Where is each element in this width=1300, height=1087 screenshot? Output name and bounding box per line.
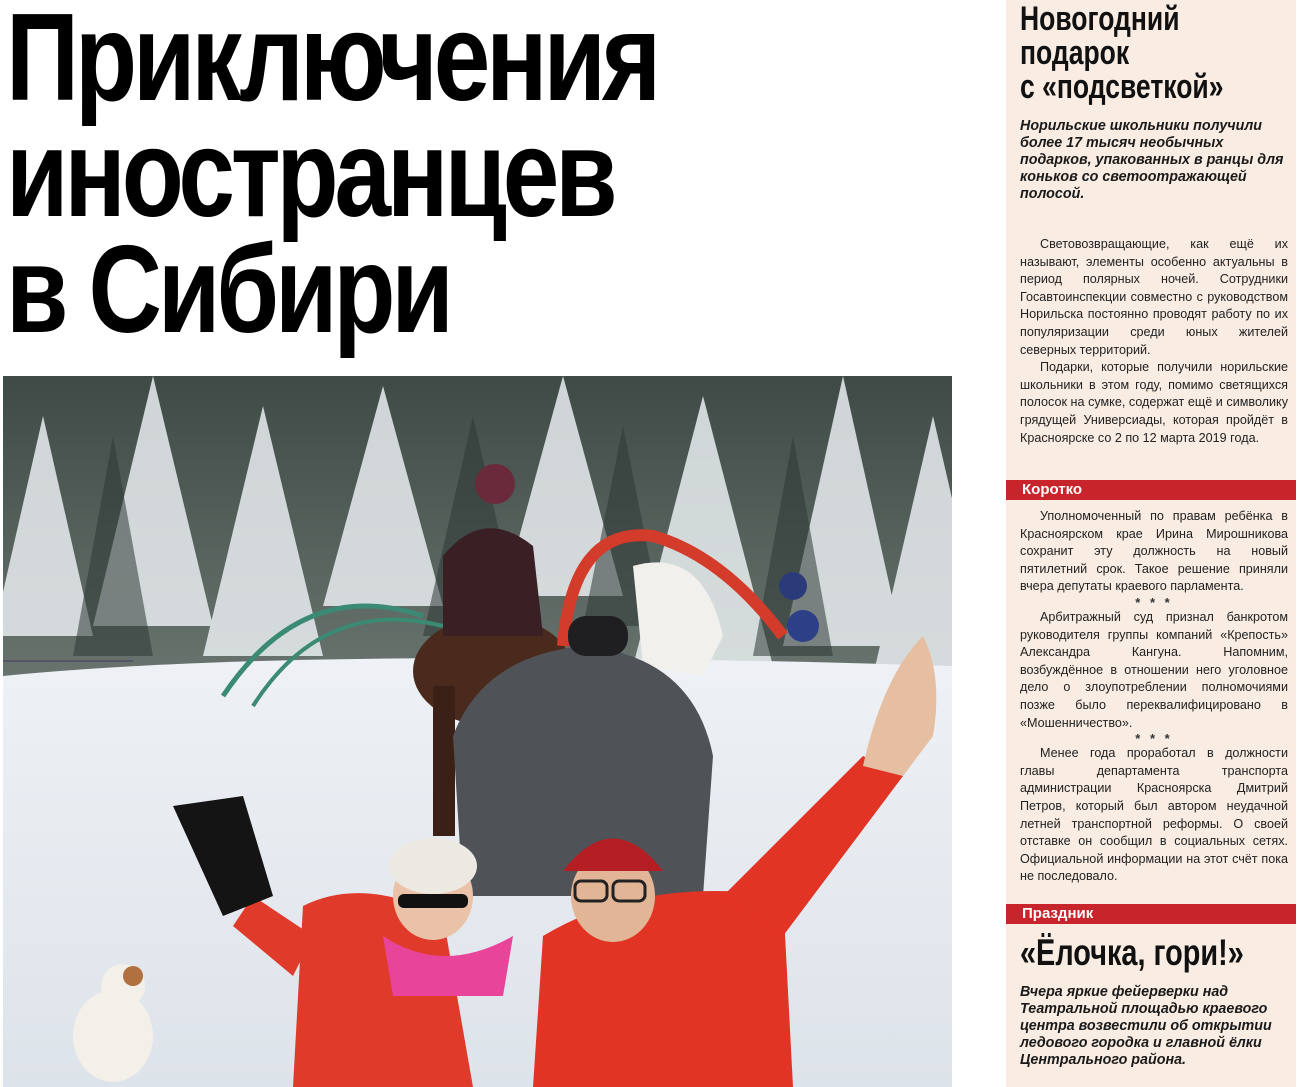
sleigh-ride-photo — [3, 376, 952, 1087]
rubric-briefs: Коротко — [1006, 480, 1296, 500]
main-headline — [6, 0, 818, 359]
headline-line-2: иностранцев — [6, 105, 614, 243]
brief-separator: * * * — [1135, 731, 1173, 747]
article-body-gift — [1020, 236, 1288, 447]
brief-item: Арбитражный суд признал банкротом руководителя группы компаний «Крепость» Александра Кангуна. Напомним, возбуждённое в отношении него уголовное дело о злоупотреблении полномочиями позже было переквалифицировано в «Мошенничество». — [1020, 609, 1288, 730]
rubric-holiday: Праздник — [1006, 904, 1296, 924]
article-title-tree: «Ёлочка, гори!» — [1020, 932, 1244, 973]
article-paragraph: Световозвращающие, как ещё их называют, элементы особенно актуальны в период полярных ночей. Сотрудники Госавтоинспекции совместно с руководством Норильска постоянно проводят работу по их популяризации среди юных жителей северных территорий. — [1020, 237, 1288, 357]
article-paragraph: Подарки, которые получили норильские школьники в этом году, помимо светящихся полосок на сумке, содержат ещё и символику грядущей Универсиады, которая пройдёт в Красноярске со 2 по 12 марта 2019 года. — [1020, 360, 1288, 445]
article-lead-tree: Вчера яркие фейерверки над Театральной площадью краевого центра возвестили об открытии ледового городка и главной ёлки Центрального района. — [1020, 984, 1272, 1068]
article-lead-gift: Норильские школьники получили более 17 тысяч необычных подарков, упакованных в ранцы для коньков со светоотражающей полосой. — [1020, 118, 1284, 202]
article-title-gift: Новогодний подарок с «подсветкой» — [1020, 0, 1224, 106]
brief-item: Уполномоченный по правам ребёнка в Красноярском крае Ирина Мирошникова сохранит эту должность на новый пятилетний срок. Такое решение приняли вчера депутаты краевого парламента. — [1020, 509, 1288, 594]
brief-separator: * * * — [1135, 594, 1173, 610]
brief-item: Менее года проработал в должности главы департамента транспорта администрации Красноярска Дмитрий Петров, который был автором неудачной летней транспортной реформы. О своей отставке он сообщил в социальных сетях. Официальной информации на этот счёт пока не последовало. — [1020, 746, 1288, 884]
main-photo — [3, 376, 952, 1087]
briefs-list — [1020, 508, 1288, 886]
headline-line-3: в Сибири — [6, 221, 450, 359]
headline-line-1: Приключения — [6, 0, 658, 127]
news-sidebar — [1006, 0, 1296, 1087]
